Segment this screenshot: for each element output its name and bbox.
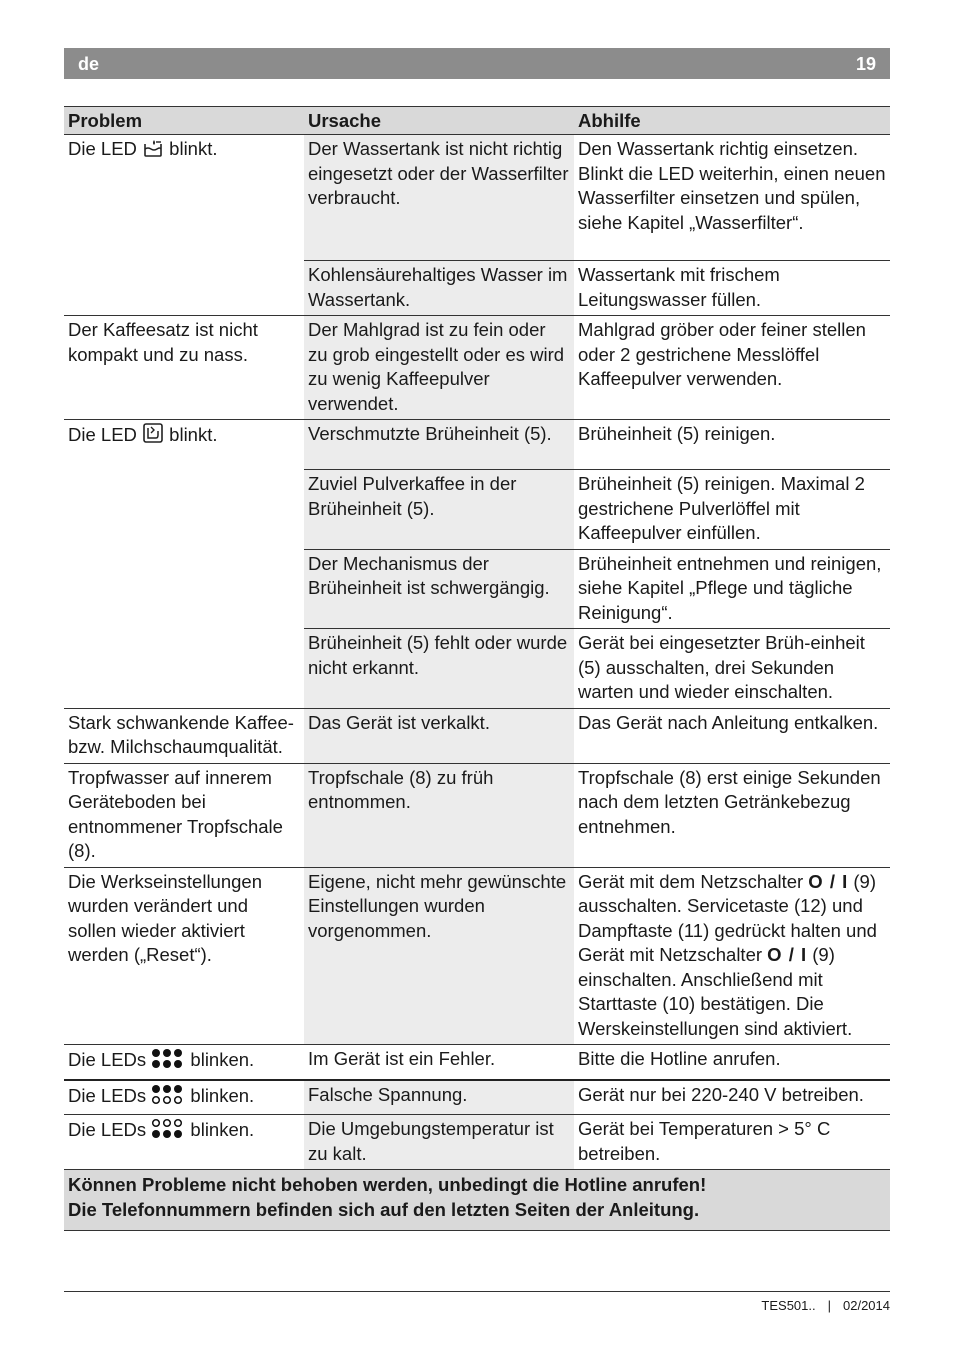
edition-date: 02/2014 <box>843 1298 890 1313</box>
cause-cell: Kohlensäurehaltiges Wasser im Wassertank. <box>304 261 574 316</box>
cause-cell: Falsche Spannung. <box>304 1080 574 1115</box>
table-row <box>64 708 890 763</box>
hotline-note-line: Die Telefonnummern befinden sich auf den letzten Seiten der Anleitung. <box>68 1198 700 1220</box>
table-row <box>64 1115 890 1170</box>
remedy-cell: Tropfschale (8) erst einige Sekunden nach dem letzten Getränkebezug entnehmen. <box>574 763 890 867</box>
column-header-problem: Problem <box>64 107 304 135</box>
power-switch-symbol: O / I <box>767 944 808 965</box>
problem-text: Die LED <box>68 138 137 159</box>
remedy-cell: Mahlgrad gröber oder feiner stellen oder 2 gestrichene Messlöffel Kaffeepulver verwenden. <box>574 316 890 420</box>
remedy-cell: Brüheinheit entnehmen und reinigen, siehe Kapitel „Pflege und tägliche Reinigung“. <box>574 549 890 629</box>
problem-cell: Der Kaffeesatz ist nicht kompakt und zu nass. <box>64 316 304 420</box>
footer-divider <box>64 1291 890 1292</box>
remedy-cell: Den Wassertank richtig einsetzen. Blinkt die LED weiterhin, einen neuen Wasserfilter einsetzen und spülen, siehe Kapitel „Wasserfilter“. <box>574 135 890 261</box>
problem-text: Die LEDs <box>68 1049 147 1070</box>
table-header-row <box>64 107 890 135</box>
remedy-cell: Bitte die Hotline anrufen. <box>574 1045 890 1080</box>
page-number: 19 <box>855 54 876 74</box>
table-footer-note <box>64 1170 890 1231</box>
language-code: de <box>78 54 100 74</box>
cause-cell: Der Wassertank ist nicht richtig eingesetzt oder der Wasserfilter verbraucht. <box>304 135 574 261</box>
problem-text: blinken. <box>190 1049 255 1070</box>
column-header-remedy: Abhilfe <box>574 107 890 135</box>
problem-text: Die LEDs <box>68 1119 147 1140</box>
remedy-text: (9) einschalten. Anschließend mit Starttaste (10) bestätigen. Die Werskeinstellungen sind aktiviert. <box>578 944 853 1039</box>
troubleshooting-table <box>64 106 890 1231</box>
table-row <box>64 1045 890 1080</box>
table-row <box>64 316 890 420</box>
cause-cell: Der Mahlgrad ist zu fein oder zu grob eingestellt oder es wird zu wenig Kaffeepulver verwendet. <box>304 316 574 420</box>
problem-cell <box>64 1045 304 1080</box>
hotline-note-line: Können Probleme nicht behoben werden, unbedingt die Hotline anrufen! <box>68 1174 707 1195</box>
table-row <box>64 420 890 470</box>
cause-cell: Eigene, nicht mehr gewünschte Einstellungen wurden vorgenommen. <box>304 867 574 1045</box>
problem-cell <box>64 135 304 316</box>
table-row <box>64 763 890 867</box>
remedy-cell: Das Gerät nach Anleitung entkalken. <box>574 708 890 763</box>
remedy-cell: Wassertank mit frischem Leitungswasser füllen. <box>574 261 890 316</box>
hotline-note <box>64 1170 890 1231</box>
remedy-text: Gerät mit dem Netzschalter <box>578 870 804 892</box>
remedy-cell: Brüheinheit (5) reinigen. <box>574 420 890 470</box>
table-row <box>64 135 890 261</box>
footer-info <box>761 1298 890 1313</box>
cause-cell: Der Mechanismus der Brüheinheit ist schwergängig. <box>304 549 574 629</box>
leds-all-on-icon <box>151 1047 185 1076</box>
remedy-cell: Gerät bei Temperaturen > 5° C betreiben. <box>574 1115 890 1170</box>
problem-text: blinkt. <box>169 138 218 159</box>
problem-cell: Stark schwankende Kaffee- bzw. Milchschaumqualität. <box>64 708 304 763</box>
table-row <box>64 867 890 1045</box>
remedy-cell: Gerät nur bei 220-240 V betreiben. <box>574 1080 890 1115</box>
problem-text: blinkt. <box>169 424 218 445</box>
problem-text: blinken. <box>190 1119 255 1140</box>
model-number: TES501.. <box>761 1298 816 1313</box>
leds-top-on-icon <box>151 1083 185 1112</box>
problem-cell <box>64 1080 304 1115</box>
problem-cell <box>64 420 304 709</box>
problem-cell: Tropfwasser auf innerem Geräteboden bei entnommener Tropfschale (8). <box>64 763 304 867</box>
remedy-cell <box>574 867 890 1045</box>
problem-cell: Die Werkseinstellungen wurden verändert und sollen wieder aktiviert werden („Reset“). <box>64 867 304 1045</box>
leds-bottom-on-icon <box>151 1117 185 1146</box>
brewing-unit-icon <box>142 422 164 451</box>
remedy-cell: Gerät bei eingesetzter Brüh-einheit (5) ausschalten, drei Sekunden warten und wieder einschalten. <box>574 629 890 709</box>
problem-text: Die LEDs <box>68 1084 147 1106</box>
cause-cell: Brüheinheit (5) fehlt oder wurde nicht erkannt. <box>304 629 574 709</box>
footer-separator: | <box>827 1298 831 1313</box>
water-tank-icon <box>142 138 164 165</box>
cause-cell: Zuviel Pulverkaffee in der Brüheinheit (5). <box>304 470 574 550</box>
cause-cell: Das Gerät ist verkalkt. <box>304 708 574 763</box>
cause-cell: Tropfschale (8) zu früh entnommen. <box>304 763 574 867</box>
cause-cell: Verschmutzte Brüheinheit (5). <box>304 420 574 470</box>
power-switch-symbol: O / I <box>808 870 849 892</box>
remedy-text: (9) ausschalten. Servicetaste (12) und Dampftaste (11) gedrückt halten und Gerät mit Netzschalter <box>578 870 877 965</box>
problem-cell <box>64 1115 304 1170</box>
problem-text: Die LED <box>68 424 137 445</box>
remedy-cell: Brüheinheit (5) reinigen. Maximal 2 gestrichene Pulverlöffel mit Kaffeepulver einfüllen. <box>574 470 890 550</box>
cause-cell: Die Umgebungstemperatur ist zu kalt. <box>304 1115 574 1170</box>
problem-text: blinken. <box>190 1084 255 1106</box>
column-header-cause: Ursache <box>304 107 574 135</box>
cause-cell: Im Gerät ist ein Fehler. <box>304 1045 574 1080</box>
page-header-bar <box>64 48 890 79</box>
table-row <box>64 1080 890 1115</box>
